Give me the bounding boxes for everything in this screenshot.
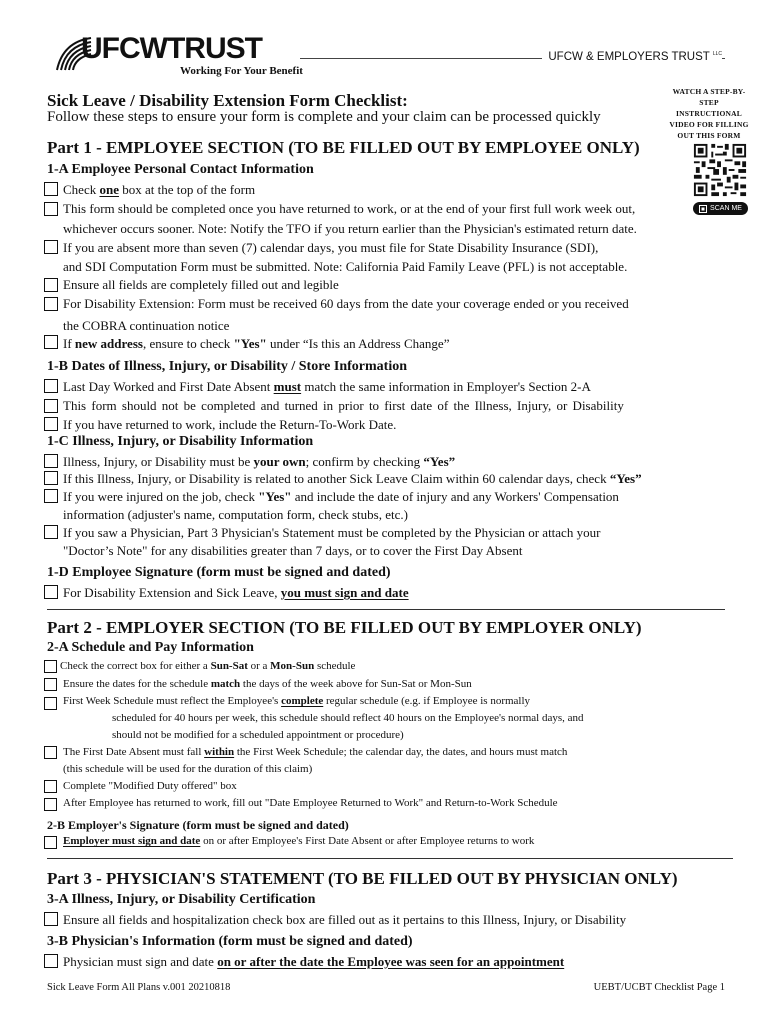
item-1c-3: If you were injured on the job, check "Yes" and include the date of injury and any Workers' Compensation — [63, 489, 619, 504]
item-2a-4-cont: (this schedule will be used for the duration of this claim) — [63, 763, 313, 775]
item-1c-2: If this Illness, Injury, or Disability is related to another Sick Leave Claim within 60 calendar days, check “Yes” — [63, 471, 642, 486]
item-1a-1: Check one box at the top of the form — [63, 182, 256, 197]
item-1c-3-cont: information (adjuster's name, computation form, check stubs, etc.) — [63, 507, 408, 522]
item-2a-1: Check the correct box for either a Sun-Sat or a Mon-Sun schedule — [60, 660, 356, 672]
checkbox-1a-3[interactable] — [44, 240, 58, 254]
item-1b-2: This form should not be completed and turned in prior to first date of the Illness, Injury, or Disability — [63, 398, 624, 413]
checkbox-1b-1[interactable] — [44, 379, 58, 393]
item-2a-4: The First Date Absent must fall within the First Week Schedule; the calendar day, the dates, and hours must match — [63, 746, 568, 758]
item-1d-1: For Disability Extension and Sick Leave, you must sign and date — [63, 585, 409, 600]
checkbox-2a-1[interactable] — [44, 660, 57, 673]
checkbox-1c-2[interactable] — [44, 471, 58, 485]
logo-tagline: Working For Your Benefit — [180, 65, 303, 77]
checkbox-1a-6[interactable] — [44, 335, 58, 349]
checkbox-1b-3[interactable] — [44, 417, 58, 431]
section-2b-heading: 2-B Employer's Signature (form must be signed and dated) — [47, 818, 349, 832]
item-2a-6: After Employee has returned to work, fill out "Date Employee Returned to Work" and Return-to-Work Schedule — [63, 797, 558, 809]
checkbox-2a-3[interactable] — [44, 697, 57, 710]
checkbox-1d-1[interactable] — [44, 585, 58, 599]
checkbox-1a-4[interactable] — [44, 278, 58, 292]
section-3b-heading: 3-B Physician's Information (form must be signed and dated) — [47, 934, 413, 949]
divider-1 — [47, 609, 725, 610]
checkbox-1c-1[interactable] — [44, 454, 58, 468]
item-1a-5: For Disability Extension: Form must be received 60 days from the date your coverage ended or you received — [63, 296, 629, 311]
item-1a-5-cont: the COBRA continuation notice — [63, 318, 230, 333]
checkbox-1a-5[interactable] — [44, 297, 58, 311]
checkbox-3a-1[interactable] — [44, 912, 58, 926]
item-1a-2: This form should be completed once you have returned to work, or at the end of your first full work week out, — [63, 201, 636, 216]
checkbox-2b-1[interactable] — [44, 836, 57, 849]
footer-form-version: Sick Leave Form All Plans v.001 20210818 — [47, 982, 231, 993]
item-1a-4: Ensure all fields are completely filled out and legible — [63, 277, 339, 292]
part2-heading: Part 2 - EMPLOYER SECTION (TO BE FILLED OUT BY EMPLOYER ONLY) — [47, 618, 642, 637]
divider-2 — [47, 858, 733, 859]
footer-page-number: UEBT/UCBT Checklist Page 1 — [593, 982, 725, 993]
ufcw-trust-logo — [55, 30, 303, 80]
item-1a-2-cont: whichever occurs sooner. Note: Notify the TFO if you return earlier than the Physician's estimated return date. — [63, 221, 637, 236]
section-1c-heading: 1-C Illness, Injury, or Disability Information — [47, 434, 314, 449]
checkbox-1b-2[interactable] — [44, 399, 58, 413]
section-1a-heading: 1-A Employee Personal Contact Information — [47, 162, 314, 177]
checkbox-2a-4[interactable] — [44, 746, 57, 759]
checkbox-2a-2[interactable] — [44, 678, 57, 691]
watch-video-label: WATCH A STEP-BY-STEP INSTRUCTIONAL VIDEO FOR FILLING OUT THIS FORM — [669, 87, 749, 140]
checkbox-1c-4[interactable] — [44, 525, 58, 539]
item-1c-4-cont: "Doctor’s Note" for any disabilities greater than 7 days, or to cover the First Day Absent — [63, 543, 523, 558]
part3-heading: Part 3 - PHYSICIAN'S STATEMENT (TO BE FILLED OUT BY PHYSICIAN ONLY) — [47, 869, 678, 888]
item-1a-6: If new address, ensure to check "Yes" under “Is this an Address Change” — [63, 336, 450, 351]
item-2a-2: Ensure the dates for the schedule match the days of the week above for Sun-Sat or Mon-Sun — [63, 678, 472, 690]
section-2a-heading: 2-A Schedule and Pay Information — [47, 640, 254, 655]
item-2a-3-cont: scheduled for 40 hours per week, this schedule should reflect 40 hours on the Employee's normal days, and — [112, 712, 584, 724]
qr-code-icon[interactable] — [692, 142, 748, 198]
checkbox-2a-5[interactable] — [44, 780, 57, 793]
item-2a-3-cont2: should not be modified for a scheduled appointment or procedure) — [112, 729, 404, 741]
item-2b-1: Employer must sign and date on or after Employee's First Date Absent or after Employee returns to work — [63, 835, 535, 847]
item-3b-1: Physician must sign and date on or after the date the Employee was seen for an appointment — [63, 954, 565, 969]
section-1b-heading: 1-B Dates of Illness, Injury, or Disability / Store Information — [47, 359, 407, 374]
item-1b-3: If you have returned to work, include the Return-To-Work Date. — [63, 417, 397, 432]
checkbox-1a-2[interactable] — [44, 202, 58, 216]
item-1c-4: If you saw a Physician, Part 3 Physician's Statement must be completed by the Physician or attach your — [63, 525, 601, 540]
camera-icon — [699, 205, 707, 213]
section-1d-heading: 1-D Employee Signature (form must be signed and dated) — [47, 565, 391, 580]
checkbox-1a-1[interactable] — [44, 182, 58, 196]
item-2a-3: First Week Schedule must reflect the Employee's complete regular schedule (e.g. if Employee is normally — [63, 695, 531, 707]
section-3a-heading: 3-A Illness, Injury, or Disability Certification — [47, 892, 316, 907]
item-3a-1: Ensure all fields and hospitalization check box are filled out as it pertains to this Illness, Injury, or Disability — [63, 912, 627, 927]
page-subtitle: Follow these steps to ensure your form is complete and your claim can be processed quickly — [47, 109, 601, 125]
item-2a-5: Complete "Modified Duty offered" box — [63, 780, 237, 792]
scan-me-button[interactable] — [693, 202, 748, 215]
scan-me-label: SCAN ME — [710, 205, 742, 212]
checkbox-1c-3[interactable] — [44, 489, 58, 503]
trust-name: UFCW & EMPLOYERS TRUST $^{LLC}$ — [542, 51, 722, 63]
page-title: Sick Leave / Disability Extension Form Checklist: — [47, 91, 408, 110]
item-1a-3-cont: and SDI Computation Form must be submitted. Note: California Paid Family Leave (PFL) is not acceptable. — [63, 259, 628, 274]
checkbox-2a-6[interactable] — [44, 798, 57, 811]
item-1a-3: If you are absent more than seven (7) calendar days, you must file for State Disability Insurance (SDI), — [63, 240, 599, 255]
item-1c-1: Illness, Injury, or Disability must be your own; confirm by checking “Yes” — [63, 454, 456, 469]
item-1b-1: Last Day Worked and First Date Absent must match the same information in Employer's Section 2-A — [63, 379, 591, 394]
part1-heading: Part 1 - EMPLOYEE SECTION (TO BE FILLED OUT BY EMPLOYEE ONLY) — [47, 138, 640, 157]
checkbox-3b-1[interactable] — [44, 954, 58, 968]
logo-text: UFCWTRUST — [81, 32, 262, 65]
